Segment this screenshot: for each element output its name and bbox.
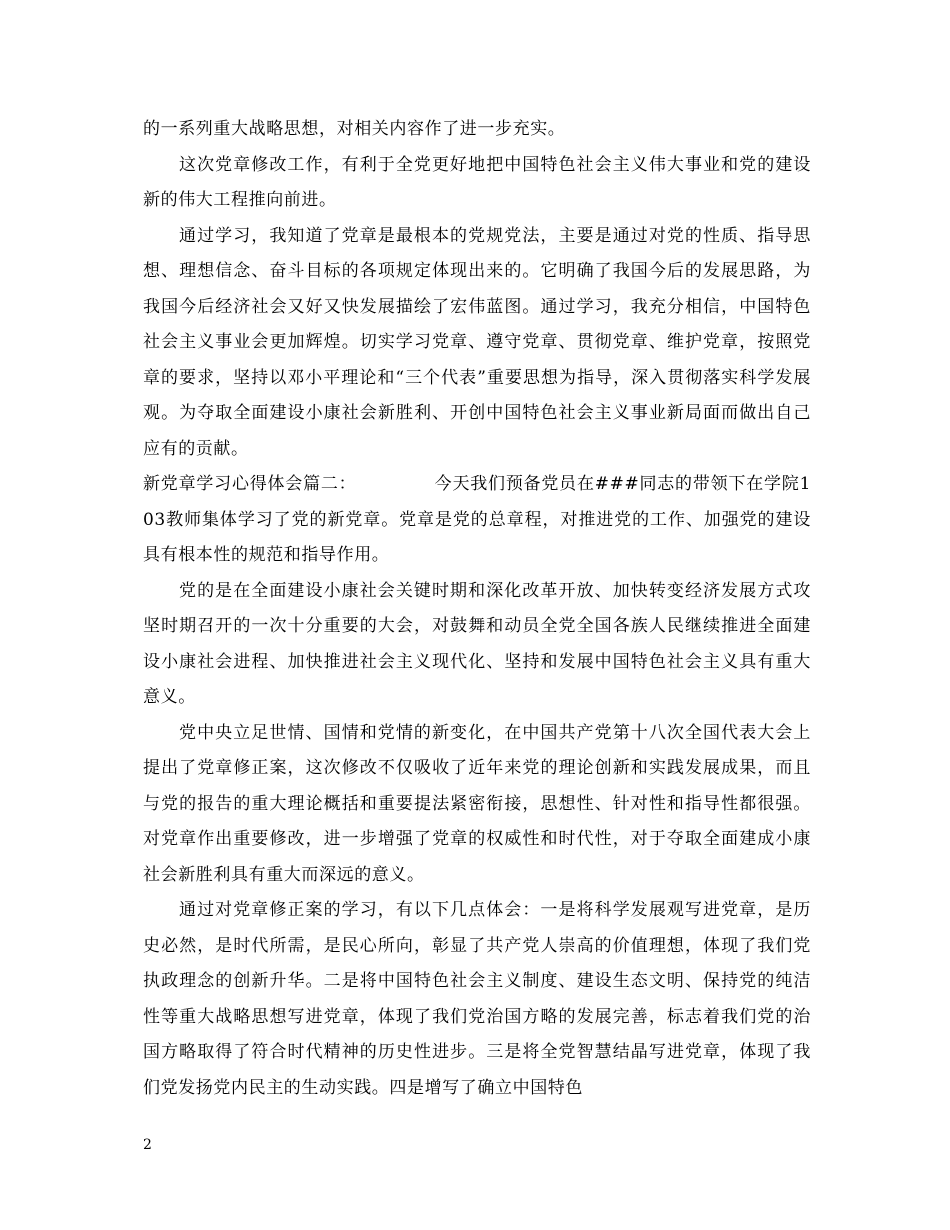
paragraph-1: 的一系列重大战略思想，对相关内容作了进一步充实。 [143,119,566,139]
paragraph-2: 这次党章修改工作，有利于全党更好地把中国特色社会主义伟大事业和党的建设新的伟大工程推向前进。 [143,154,811,210]
paragraph-4 [143,467,811,574]
paragraph-3: 通过学习，我知道了党章是最根本的党规党法，主要是通过对党的性质、指导思想、理想信念、奋斗目标的各项规定体现出来的。它明确了我国今后的发展思路，为我国今后经济社会又好又快发展描绘了宏伟蓝图。通过学习，我充分相信，中国特色社会主义事业会更加辉煌。切实学习党章、遵守党章、贯彻党章、维护党章，按照党章的要求，坚持以邓小平理论和“三个代表”重要思想为指导，深入贯彻落实科学发展观。为夺取全面建设小康社会新胜利、开创中国特色社会主义事业新局面而做出自己应有的贡献。 [143,225,811,459]
paragraph-5: 党的是在全面建设小康社会关键时期和深化改革开放、加快转变经济发展方式攻坚时期召开的一次十分重要的大会，对鼓舞和动员全党全国各族人民继续推进全面建设小康社会进程、加快推进社会主义现代化、坚持和发展中国特色社会主义具有重大意义。 [143,580,811,707]
paragraph-6: 党中央立足世情、国情和党情的新变化，在中国共产党第十八次全国代表大会上提出了党章修正案，这次修改不仅吸收了近年来党的理论创新和实践发展成果，而且与党的报告的重大理论概括和重要提法紧密衔接，思想性、针对性和指导性都很强。对党章作出重要修改，进一步增强了党章的权威性和时代性，对于夺取全面建成小康社会新胜利具有重大而深远的意义。 [143,722,811,885]
paragraph-7: 通过对党章修正案的学习，有以下几点体会：一是将科学发展观写进党章，是历史必然，是时代所需，是民心所向，彰显了共产党人崇高的价值理想，体现了我们党执政理念的创新升华。二是将中国特色社会主义制度、建设生态文明、保持党的纯洁性等重大战略思想写进党章，体现了我们党治国方略的发展完善，标志着我们党的治国方略取得了符合时代精神的历史性进步。三是将全党智慧结晶写进党章，体现了我们党发扬党内民主的生动实践。四是增写了确立中国特色 [143,900,811,1098]
page-number: 2 [143,1137,152,1153]
section-heading: 新党章学习心得体会篇二： [143,474,357,494]
document-body [143,112,811,1106]
paragraph-4-text: 今天我们预备党员在###同志的带领下在学院103教师集体学习了党的新党章。党章是党的总章程，对推进党的工作、加强党的建设具有根本性的规范和指导作用。 [143,474,811,565]
